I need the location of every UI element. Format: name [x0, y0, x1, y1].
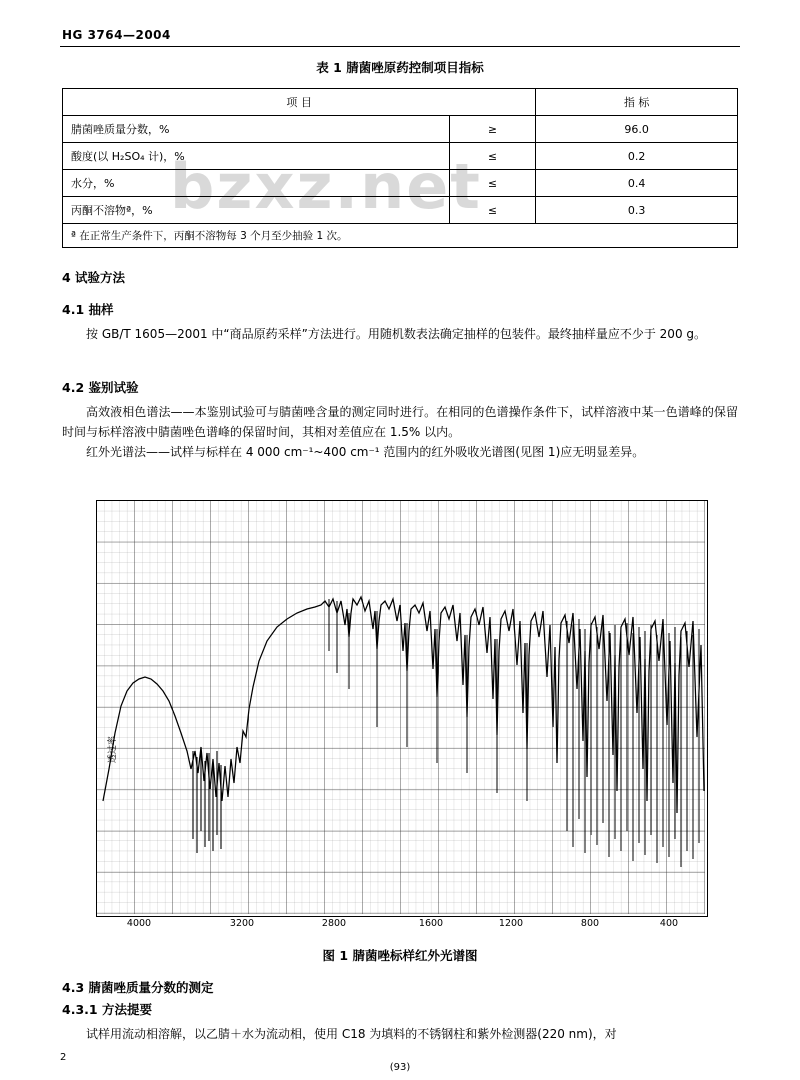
row-value: 0.4 — [536, 170, 738, 197]
row-name: 水分，% — [63, 170, 450, 197]
standard-number: HG 3764—2004 — [62, 28, 171, 42]
paragraph-4-1: 按 GB/T 1605—2001 中“商品原药采样”方法进行。用随机数表法确定抽样的包装件。最终抽样量应不少于 200 g。 — [86, 327, 707, 341]
paragraph-4-2-ir: 红外光谱法——试样与标样在 4 000 cm⁻¹~400 cm⁻¹ 范围内的红外吸收光谱图(见图 1)应无明显差异。 — [86, 445, 645, 459]
spectrum-svg — [97, 501, 705, 914]
section-heading-4-2: 4.2 鉴别试验 — [62, 380, 139, 395]
figure-title: 图 1 腈菌唑标样红外光谱图 — [322, 948, 478, 963]
table-row — [63, 116, 738, 143]
ir-spectrum-figure — [96, 500, 706, 940]
x-tick-label: 800 — [580, 918, 600, 929]
section-heading-4-3: 4.3 腈菌唑质量分数的测定 — [62, 980, 214, 995]
x-tick-label: 1200 — [498, 918, 524, 929]
table-note: ª 在正常生产条件下，丙酮不溶物每 3 个月至少抽验 1 次。 — [63, 224, 738, 248]
table-header-row — [63, 89, 738, 116]
row-operator: ≤ — [449, 197, 536, 224]
spec-table — [62, 88, 738, 248]
x-tick-label: 3200 — [229, 918, 255, 929]
row-value: 96.0 — [536, 116, 738, 143]
x-axis-tick-labels — [96, 918, 706, 934]
table-title: 表 1 腈菌唑原药控制项目指标 — [316, 60, 484, 75]
x-tick-label: 400 — [659, 918, 679, 929]
x-tick-label: 4000 — [126, 918, 152, 929]
spectrum-plot-area — [96, 500, 708, 917]
table-note-row — [63, 224, 738, 248]
x-tick-label: 2800 — [321, 918, 347, 929]
x-tick-label: 1600 — [418, 918, 444, 929]
watermark: bzxz.net — [170, 150, 482, 223]
row-value: 0.2 — [536, 143, 738, 170]
row-name: 腈菌唑质量分数，% — [63, 116, 450, 143]
section-heading-4-1: 4.1 抽样 — [62, 302, 114, 317]
table-row — [63, 143, 738, 170]
column-header-item: 项 目 — [63, 89, 536, 116]
row-name: 丙酮不溶物ª，% — [63, 197, 450, 224]
footer-note: (93) — [389, 1062, 411, 1073]
table-row — [63, 197, 738, 224]
column-header-index: 指 标 — [536, 89, 738, 116]
paragraph-4-2-hplc: 高效液相色谱法——本鉴别试验可与腈菌唑含量的测定同时进行。在相同的色谱操作条件下，试样溶液中某一色谱峰的保留时间与标样溶液中腈菌唑色谱峰的保留时间，其相对差值应在 1.5% 以内。 — [62, 405, 738, 439]
section-heading-4-3-1: 4.3.1 方法提要 — [62, 1002, 152, 1017]
section-heading-4: 4 试验方法 — [62, 270, 126, 285]
row-name: 酸度(以 H₂SO₄ 计)，% — [63, 143, 450, 170]
row-operator: ≤ — [449, 170, 536, 197]
header-rule — [60, 46, 740, 47]
row-operator: ≤ — [449, 143, 536, 170]
row-operator: ≥ — [449, 116, 536, 143]
table-row — [63, 170, 738, 197]
svg-text:透过率: 透过率 — [108, 735, 118, 763]
row-value: 0.3 — [536, 197, 738, 224]
paragraph-4-3-1: 试样用流动相溶解，以乙腈＋水为流动相，使用 C18 为填料的不锈钢柱和紫外检测器(220 nm)，对 — [86, 1027, 617, 1041]
page-number: 2 — [60, 1052, 67, 1063]
